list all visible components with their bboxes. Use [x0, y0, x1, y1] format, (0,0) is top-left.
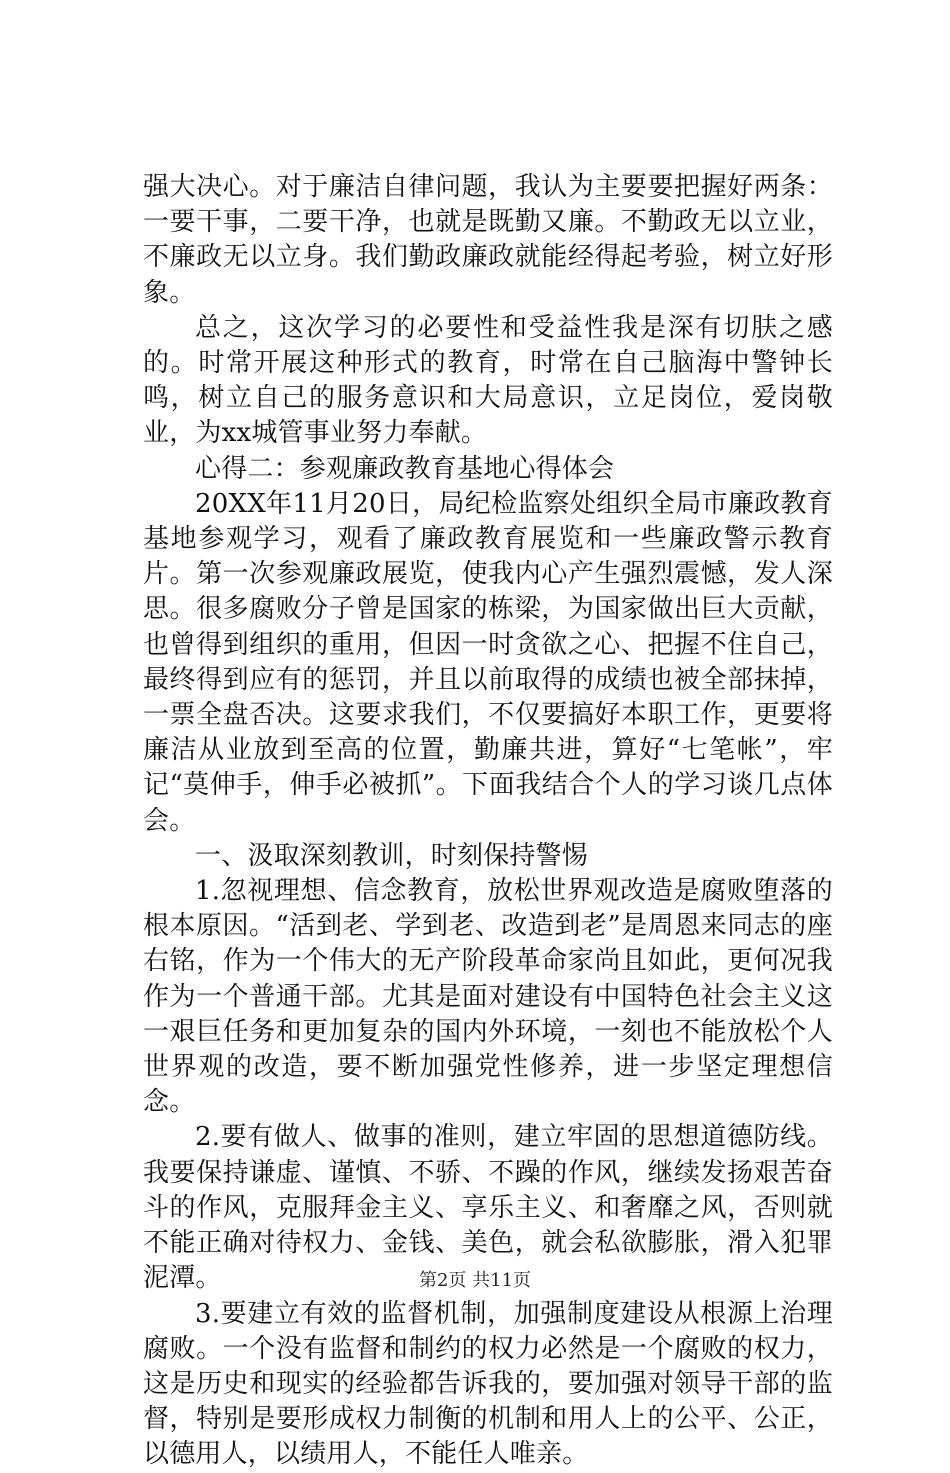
paragraph: 总之，这次学习的必要性和受益性我是深有切肤之感的。时常开展这种形式的教育，时常在自己脑海中警钟长鸣，树立自己的服务意识和大局意识，立足岗位，爱岗敬业，为xx城管事业努力奉献。: [143, 312, 833, 449]
paragraph: 20XX年11月20日，局纪检监察处组织全局市廉政教育基地参观学习，观看了廉政教育展览和一些廉政警示教育片。第一次参观廉政展览，使我内心产生强烈震憾，发人深思。很多腐败分子曾是国家的栋梁，为国家做出巨大贡献，也曾得到组织的重用，但因一时贪欲之心、把握不住自己，最终得到应有的惩罚，并且以前取得的成绩也被全部抹掉，一票全盘否决。这要求我们，不仅要搞好本职工作，更要将廉洁从业放到至高的位置，勤廉共进，算好“七笔帐”，牢记“莫伸手，伸手必被抓”。下面我结合个人的学习谈几点体会。: [143, 488, 833, 836]
paragraph: 1.忽视理想、信念教育，放松世界观改造是腐败堕落的根本原因。“活到老、学到老、改造到老”是周恩来同志的座右铭，作为一个伟大的无产阶段革命家尚且如此，更何况我作为一个普通干部。尤其是面对建设有中国特色社会主义这一艰巨任务和更加复杂的国内外环境，一刻也不能放松个人世界观的改造，要不断加强党性修养，进一步坚定理想信念。: [143, 876, 833, 1118]
section-heading: 一、汲取深刻教训，时刻保持警惕: [195, 840, 589, 871]
page-number-footer: 第2页 共11页: [418, 1270, 532, 1291]
paragraph: 2.要有做人、做事的准则，建立牢固的思想道德防线。我要保持谦虚、谨慎、不骄、不躁的作风，继续发扬艰苦奋斗的作风，克服拜金主义、享乐主义、和奢靡之风，否则就不能正确对待权力、金钱、美色，就会私欲膨胀，滑入犯罪泥潭。: [143, 1122, 833, 1294]
section-heading: 心得二：参观廉政教育基地心得体会: [195, 453, 615, 484]
paragraph: 强大决心。对于廉洁自律问题，我认为主要要把握好两条：一要干事，二要干净，也就是既勤又廉。不勤政无以立业，不廉政无以立身。我们勤政廉政就能经得起考验，树立好形象。: [143, 172, 833, 308]
paragraph: 3.要建立有效的监督机制，加强制度建设从根源上治理腐败。一个没有监督和制约的权力必然是一个腐败的权力，这是历史和现实的经验都告诉我的，要加强对领导干部的监督，特别是要形成权力制衡的机制和用人上的公平、公正，以德用人，以绩用人，不能任人唯亲。: [143, 1298, 833, 1470]
